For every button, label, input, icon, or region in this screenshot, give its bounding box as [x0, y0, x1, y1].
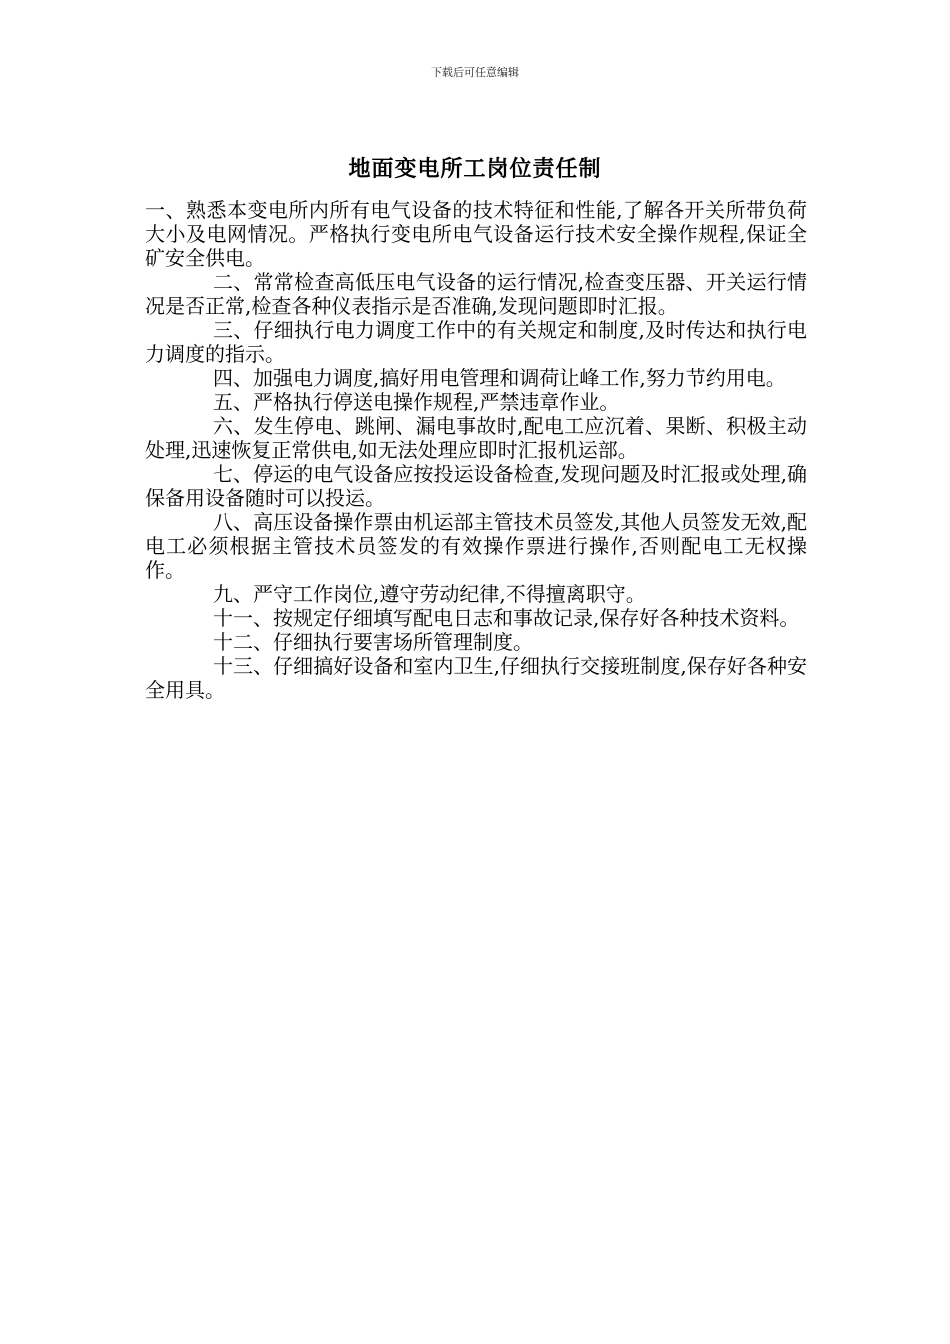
page-header-note: 下载后可任意编辑	[431, 66, 519, 79]
paragraph-3: 三、仔细执行电力调度工作中的有关规定和制度,及时传达和执行电力调度的指示。	[145, 318, 807, 366]
paragraph-8: 八、高压设备操作票由机运部主管技术员签发,其他人员签发无效,配电工必须根据主管技术员签发的有效操作票进行操作,否则配电工无权操作。	[145, 510, 807, 582]
paragraph-1: 一、熟悉本变电所内所有电气设备的技术特征和性能,了解各开关所带负荷大小及电网情况。严格执行变电所电气设备运行技术安全操作规程,保证全矿安全供电。	[145, 198, 807, 270]
paragraph-13: 十三、仔细搞好设备和室内卫生,仔细执行交接班制度,保存好各种安全用具。	[145, 654, 807, 702]
paragraph-2: 二、常常检查高低压电气设备的运行情况,检查变压器、开关运行情况是否正常,检查各种仪表指示是否准确,发现问题即时汇报。	[145, 270, 807, 318]
paragraph-9: 九、严守工作岗位,遵守劳动纪律,不得擅离职守。	[213, 582, 646, 606]
paragraph-11: 十一、按规定仔细填写配电日志和事故记录,保存好各种技术资料。	[213, 606, 800, 630]
paragraph-12: 十二、仔细执行要害场所管理制度。	[213, 630, 533, 654]
paragraph-5: 五、严格执行停送电操作规程,严禁违章作业。	[213, 390, 620, 414]
paragraph-4: 四、加强电力调度,搞好用电管理和调荷让峰工作,努力节约用电。	[213, 366, 786, 390]
paragraph-6: 六、发生停电、跳闸、漏电事故时,配电工应沉着、果断、积极主动处理,迅速恢复正常供电,如无法处理应即时汇报机运部。	[145, 414, 807, 462]
document-body	[145, 198, 807, 702]
document-title: 地面变电所工岗位责任制	[348, 156, 602, 182]
paragraph-7: 七、停运的电气设备应按投运设备检查,发现问题及时汇报或处理,确保备用设备随时可以投运。	[145, 462, 807, 510]
